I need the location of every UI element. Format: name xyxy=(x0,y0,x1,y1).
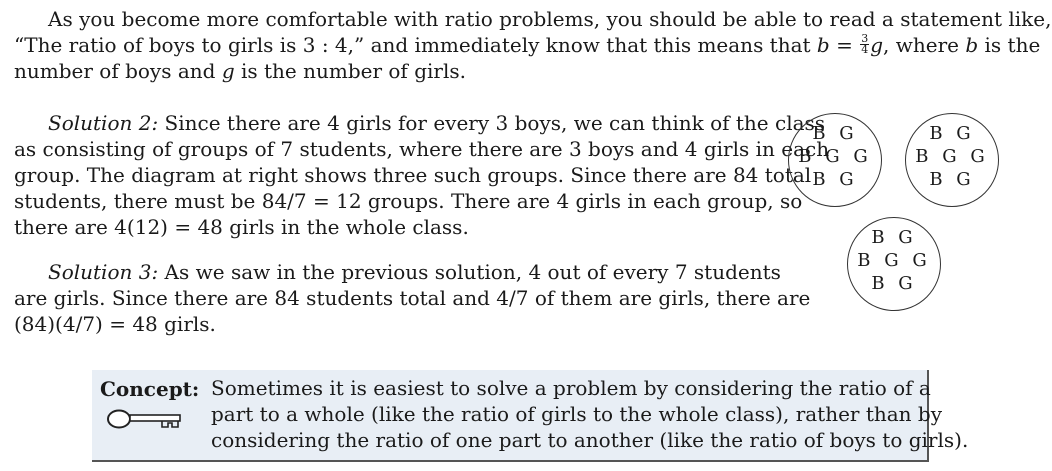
solution-3-label: Solution 3: xyxy=(48,260,159,284)
concept-text xyxy=(211,375,968,453)
concept-line-1: Sometimes it is easiest to solve a problem by considering the ratio of a xyxy=(211,376,931,400)
solution-2-line-4: students, there must be 84/7 = 12 groups. There are 4 girls in each group, so xyxy=(14,189,803,213)
solution-2-line-1: Solution 2: Since there are 4 girls for every 3 boys, we can think of the class xyxy=(48,111,826,135)
group-2-row-1: B G xyxy=(929,123,975,144)
group-2-row-3: B G xyxy=(929,169,975,190)
group-circle-1 xyxy=(788,113,882,207)
group-1-row-1: B G xyxy=(812,123,858,144)
group-circle-3 xyxy=(847,217,941,311)
intro-line-3: number of boys and g is the number of girls. xyxy=(14,59,466,83)
solution-2-label: Solution 2: xyxy=(48,111,159,135)
group-3-row-1: B G xyxy=(871,227,917,248)
group-3-row-3: B G xyxy=(871,273,917,294)
solution-3-line-1: Solution 3: As we saw in the previous solution, 4 out of every 7 students xyxy=(48,260,781,284)
intro-paragraph xyxy=(14,6,1052,84)
concept-label: Concept: xyxy=(100,377,200,401)
group-2-row-2: B G G xyxy=(915,146,989,167)
concept-box xyxy=(92,370,969,462)
group-3-row-2: B G G xyxy=(857,250,931,271)
group-1-row-2: B G G xyxy=(798,146,872,167)
concept-line-3: considering the ratio of one part to another (like the ratio of boys to girls). xyxy=(211,428,969,452)
intro-line-2: “The ratio of boys to girls is 3 : 4,” and immediately know that this means that b = $\frac{3}{4}$ g, where b is the xyxy=(14,32,1041,57)
intro-line-1: As you become more comfortable with ratio problems, you should be able to read a statement like, xyxy=(48,7,1052,31)
group-1-row-3: B G xyxy=(812,169,858,190)
solution-3-line-2: are girls. Since there are 84 students total and 4/7 of them are girls, there are xyxy=(14,286,811,310)
solution-2-line-5: there are 4(12) = 48 girls in the whole class. xyxy=(14,215,469,239)
fraction-three-fourths: $\frac{3}{4}$ xyxy=(861,32,869,56)
solution-2-paragraph xyxy=(14,110,829,240)
solution-2-line-2: as consisting of groups of 7 students, where there are 3 boys and 4 girls in each xyxy=(14,137,830,161)
key-icon xyxy=(106,408,186,434)
concept-line-2: part to a whole (like the ratio of girls to the whole class), rather than by xyxy=(211,402,943,426)
solution-2-line-3: group. The diagram at right shows three such groups. Since there are 84 total xyxy=(14,163,812,187)
solution-3-line-3: (84)(4/7) = 48 girls. xyxy=(14,312,216,336)
solution-3-paragraph xyxy=(14,259,810,337)
group-circle-2 xyxy=(905,113,999,207)
